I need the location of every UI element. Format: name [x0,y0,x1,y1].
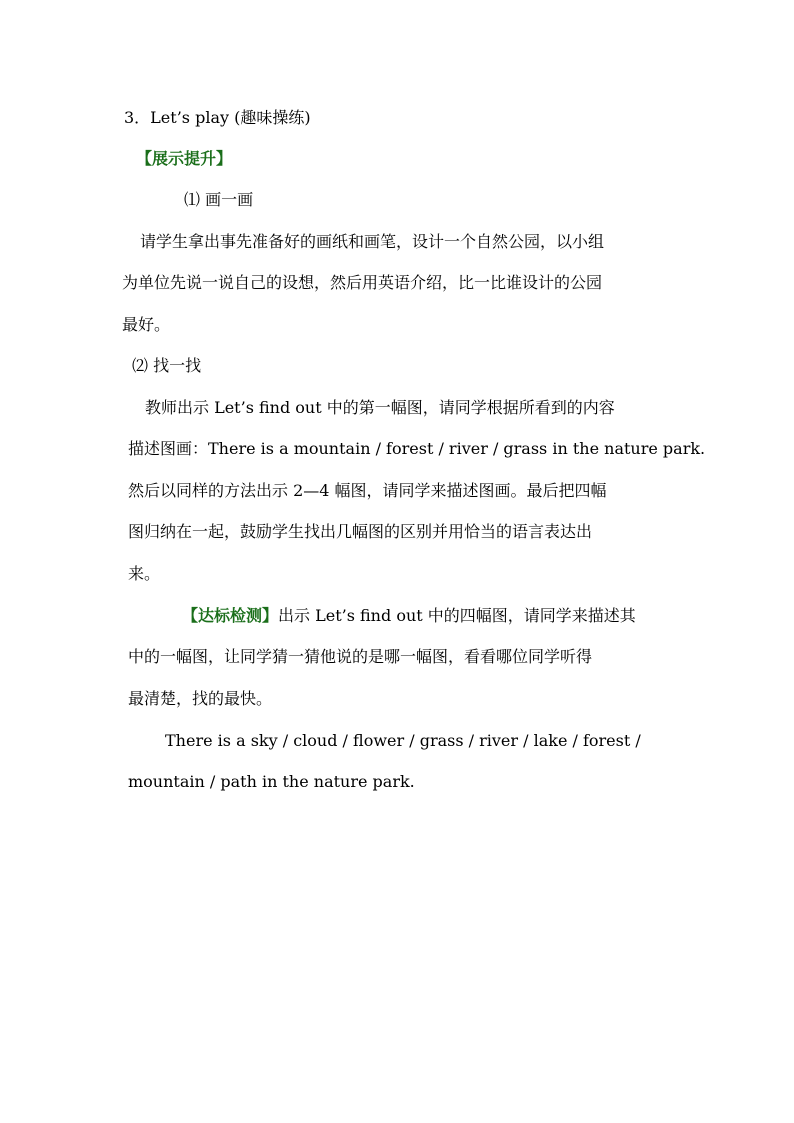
section-title: 3．Let’s play (趣味操练) [124,108,311,127]
paragraph-3-line-3: 最清楚，找的最快。 [128,689,273,708]
paragraph-3-line-2: 中的一幅图，让同学猜一猜他说的是哪一幅图，看看哪位同学听得 [128,647,593,666]
paragraph-1-line-3: 最好。 [122,315,171,334]
paragraph-3-line-1 [182,605,636,627]
example-sentence-line-2: mountain / path in the nature park. [128,772,415,791]
paragraph-1-line-1: 请学生拿出事先准备好的画纸和画笔，设计一个自然公园，以小组 [140,232,605,251]
paragraph-1-line-2: 为单位先说一说自己的设想，然后用英语介绍，比一比谁设计的公园 [122,273,603,292]
paragraph-2-line-2: 描述图画：There is a mountain / forest / river / grass in the nature park. [128,439,706,458]
example-sentence-line-1: There is a sky / cloud / flower / grass / river / lake / forest / [165,731,641,750]
paragraph-2-line-5: 来。 [128,564,161,583]
label-dabiao-jiance: 【达标检测】 [182,606,279,625]
label-zhanshi-tisheng: 【展示提升】 [136,149,233,168]
paragraph-3-line-1-text: 出示 Let’s find out 中的四幅图，请同学来描述其 [278,606,636,625]
paragraph-2-line-4: 图归纳在一起，鼓励学生找出几幅图的区别并用恰当的语言表达出 [128,522,593,541]
paragraph-2-line-1: 教师出示 Let’s find out 中的第一幅图，请同学根据所看到的内容 [145,398,615,417]
paragraph-2-line-3: 然后以同样的方法出示 2—4 幅图，请同学来描述图画。最后把四幅 [128,481,607,500]
subsection-2-title: ⑵ 找一找 [132,356,202,375]
subsection-1-title: ⑴ 画一画 [184,190,254,209]
